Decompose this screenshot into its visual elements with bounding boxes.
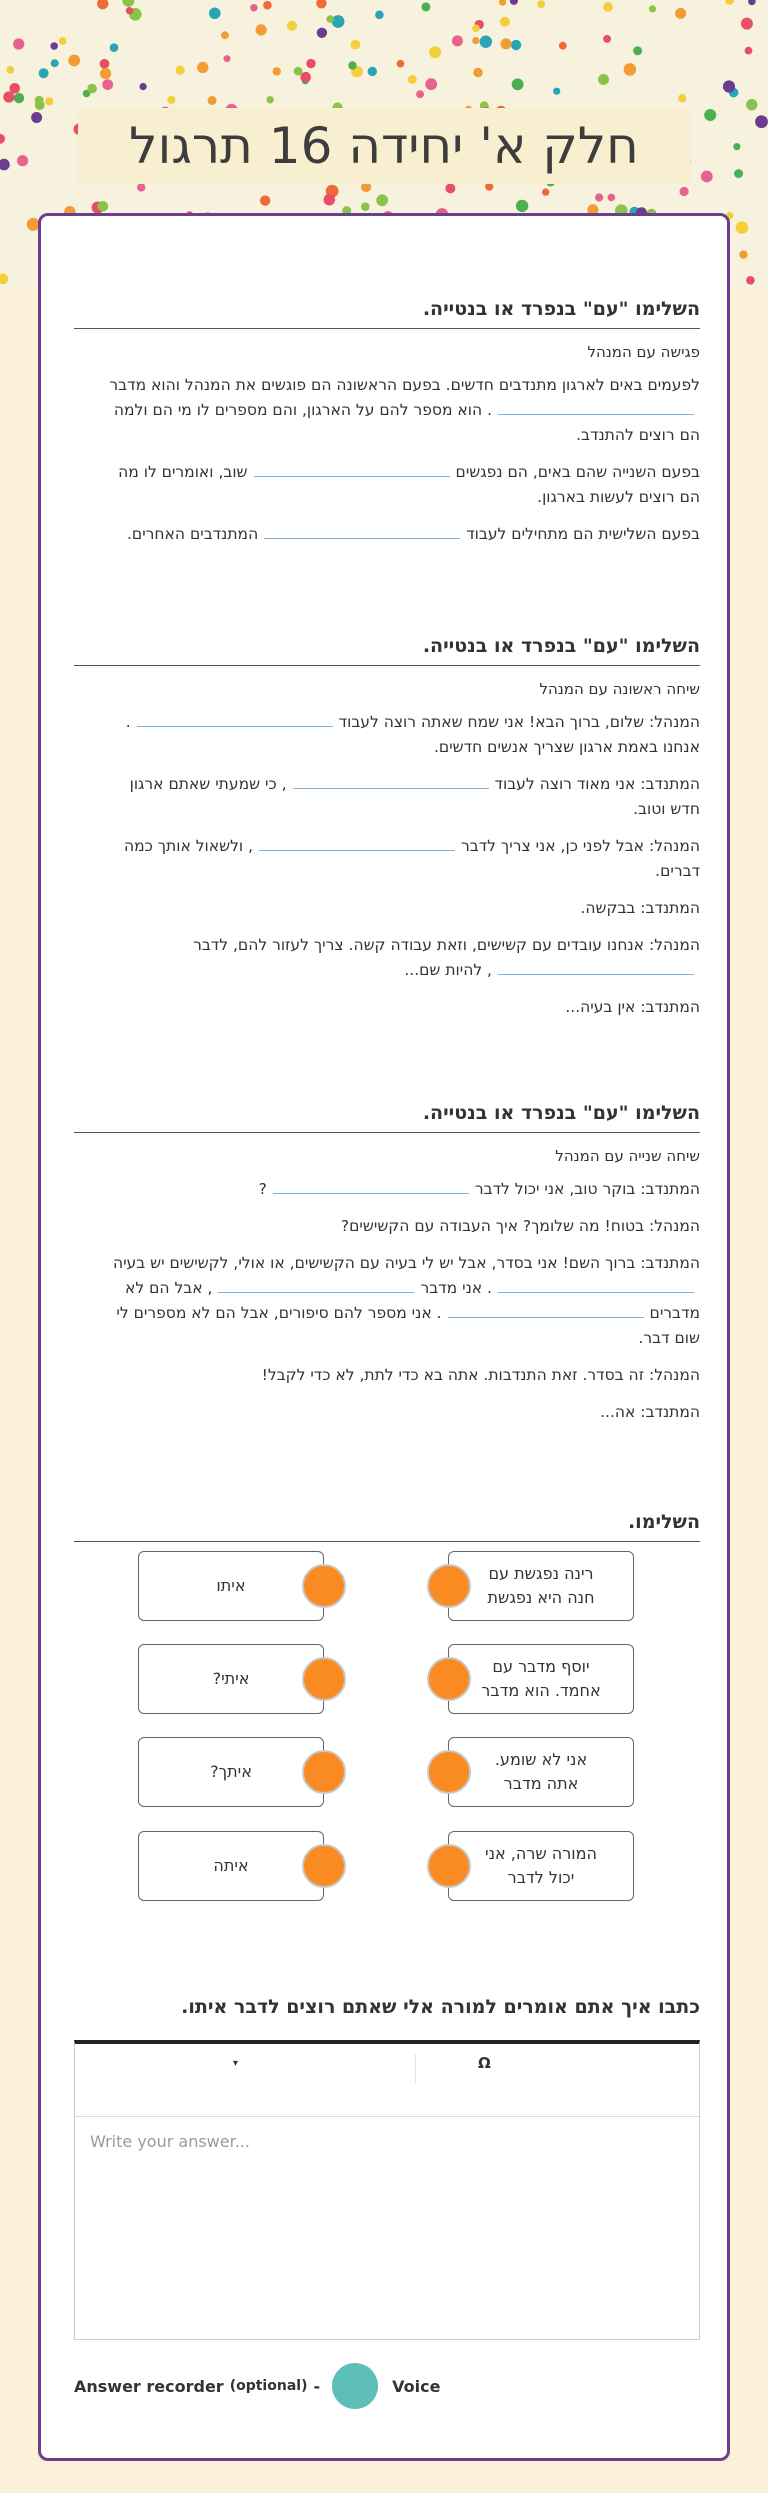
match-connector-dot[interactable] <box>427 1657 471 1701</box>
confetti-dot <box>266 96 273 103</box>
match-item-left[interactable]: איתה <box>138 1831 324 1901</box>
match-connector-dot[interactable] <box>302 1657 346 1701</box>
confetti-dot <box>537 0 545 8</box>
confetti-dot <box>209 8 221 20</box>
text: דברים. <box>655 862 700 880</box>
confetti-dot <box>553 88 560 95</box>
text: , להיות שם... <box>404 961 492 979</box>
match-item-left[interactable]: איתך? <box>138 1737 324 1807</box>
confetti-dot <box>397 60 405 68</box>
special-characters-omega-icon[interactable]: Ω <box>478 2054 491 2072</box>
confetti-dot <box>6 66 14 74</box>
rich-text-editor[interactable] <box>74 2040 700 2340</box>
confetti-dot <box>511 40 521 50</box>
confetti-dot <box>472 25 480 33</box>
confetti-dot <box>300 72 311 83</box>
match-connector-dot[interactable] <box>302 1750 346 1794</box>
confetti-dot <box>100 68 111 79</box>
exercise-3-title: השלימו "עם" בנפרד או בנטייה. <box>74 1102 700 1133</box>
fill-blank[interactable] <box>218 1276 414 1293</box>
text: מדברים <box>649 1304 700 1322</box>
match-item-left[interactable]: איתו <box>138 1551 324 1621</box>
confetti-dot <box>704 109 716 121</box>
text: , ולשאול אותך כמה <box>123 837 254 855</box>
confetti-dot <box>126 7 133 14</box>
confetti-dot <box>368 67 377 76</box>
text: . הוא מספר להם על הארגון, והם מספרים לו מי הם ולמה <box>113 401 492 419</box>
confetti-dot <box>472 37 479 44</box>
confetti-dot <box>45 97 53 105</box>
confetti-dot <box>734 169 743 178</box>
font-dropdown-chevron-down-icon[interactable]: ▾ <box>233 2058 239 2069</box>
text: . אני מספר להם סיפורים, אבל הם לא מספרים לי <box>116 1304 442 1322</box>
confetti-dot <box>221 31 229 39</box>
confetti-dot <box>102 79 113 90</box>
text: המתנדב: אני מאוד רוצה לעבוד <box>494 775 700 793</box>
confetti-dot <box>633 46 642 55</box>
confetti-dot <box>416 90 424 98</box>
confetti-dot <box>675 8 686 19</box>
confetti-dot <box>348 61 356 69</box>
confetti-dot <box>512 78 524 90</box>
dialogue-line <box>74 933 700 983</box>
confetti-dot <box>608 194 616 202</box>
confetti-dot <box>678 94 686 102</box>
exercise-2 <box>74 635 700 1020</box>
recorder-dash: - <box>313 2376 321 2396</box>
match-connector-dot[interactable] <box>427 1750 471 1794</box>
confetti-dot <box>317 28 327 38</box>
text: בפעם השנייה שהם באים, הם נפגשים <box>455 463 700 481</box>
confetti-dot <box>746 276 755 285</box>
fill-blank[interactable] <box>264 522 460 539</box>
worksheet-card <box>38 213 730 2461</box>
confetti-dot <box>250 4 257 11</box>
confetti-dot <box>324 194 336 206</box>
exercise-5-open-answer <box>74 1996 700 2356</box>
confetti-dot <box>287 21 297 31</box>
confetti-dot <box>375 11 384 20</box>
confetti-dot <box>260 195 270 205</box>
fill-blank[interactable] <box>293 772 489 789</box>
confetti-dot <box>598 74 609 85</box>
confetti-dot <box>755 115 768 128</box>
confetti-dot <box>256 24 267 35</box>
fill-blank[interactable] <box>498 398 694 415</box>
confetti-dot <box>3 91 14 102</box>
confetti-dot <box>595 193 603 201</box>
match-connector-dot[interactable] <box>302 1564 346 1608</box>
exercise-4-title: השלימו. <box>74 1511 700 1542</box>
text: שום דבר. <box>638 1329 700 1347</box>
fill-blank[interactable] <box>498 1276 694 1293</box>
exercise-1-paragraph-2 <box>74 460 700 510</box>
confetti-dot <box>137 183 145 191</box>
match-item-right[interactable]: אני לא שומע. אתה מדבר <box>448 1737 634 1807</box>
dialogue-line: המנהל: בטוח! מה שלומך? איך העבודה עם הקשישים? <box>340 1217 700 1235</box>
confetti-dot <box>35 96 44 105</box>
confetti-dot <box>701 171 713 183</box>
confetti-dot <box>110 43 119 52</box>
confetti-dot <box>306 59 315 68</box>
dialogue-line <box>74 710 700 760</box>
match-item-right[interactable]: רינה נפגשת עם חנה היא נפגשת <box>448 1551 634 1621</box>
confetti-dot <box>501 38 512 49</box>
text: הם רוצים להתנדב. <box>576 426 700 444</box>
text: בפעם השלישית הם מתחילים לעבוד <box>466 525 700 543</box>
confetti-dot <box>39 68 49 78</box>
exercise-4-matching <box>74 1511 700 1971</box>
confetti-dot <box>723 80 735 92</box>
confetti-dot <box>31 112 42 123</box>
recorder-label: Answer recorder <box>74 2376 224 2396</box>
match-item-right[interactable]: המורה שרה, אני יכול לדבר <box>448 1831 634 1901</box>
fill-blank[interactable] <box>273 1177 469 1194</box>
dialogue-line <box>74 772 700 822</box>
confetti-dot <box>429 46 441 58</box>
confetti-dot <box>208 96 217 105</box>
voice-record-button[interactable] <box>332 2363 378 2409</box>
exercise-1-subtitle: פגישה עם המנהל <box>587 343 700 361</box>
confetti-dot <box>473 68 483 78</box>
confetti-dot <box>100 59 110 69</box>
confetti-dot <box>273 67 281 75</box>
confetti-dot <box>425 78 437 90</box>
recorder-optional: (optional) <box>229 2378 308 2394</box>
exercise-5-title: כתבו איך אתם אומרים למורה אלי שאתם רוצים לדבר איתו. <box>181 1996 700 2018</box>
match-item-right[interactable]: יוסף מדבר עם אחמד. הוא מדבר <box>448 1644 634 1714</box>
confetti-dot <box>745 47 753 55</box>
exercise-2-subtitle: שיחה ראשונה עם המנהל <box>539 680 700 698</box>
text: המנהל: שלום, ברוך הבא! אני שמח שאתה רוצה לעבוד <box>338 713 700 731</box>
page-title: חלק א' יחידה 16 תרגול <box>78 108 690 184</box>
confetti-dot <box>140 83 147 90</box>
match-item-left[interactable]: איתי? <box>138 1644 324 1714</box>
confetti-dot <box>739 250 747 258</box>
confetti-dot <box>87 84 97 94</box>
answer-recorder <box>74 2362 700 2410</box>
exercise-1-paragraph-3 <box>74 522 700 547</box>
match-connector-dot[interactable] <box>427 1844 471 1888</box>
text: ? <box>258 1180 267 1198</box>
confetti-dot <box>480 36 492 48</box>
confetti-dot <box>263 1 272 10</box>
answer-textarea-placeholder[interactable]: Write your answer... <box>90 2132 250 2151</box>
fill-blank[interactable] <box>137 710 333 727</box>
confetti-dot <box>603 2 613 12</box>
text: המנהל: אבל לפני כן, אני צריך לדבר <box>461 837 700 855</box>
fill-blank[interactable] <box>498 958 694 975</box>
confetti-dot <box>59 37 67 45</box>
confetti-dot <box>452 35 463 46</box>
toolbar-divider <box>415 2054 416 2084</box>
dialogue-line: המנהל: זה בסדר. זאת התנדבות. אתה בא כדי לתת, לא כדי לקבל! <box>261 1366 700 1384</box>
confetti-dot <box>624 63 637 76</box>
dialogue-line <box>74 1177 700 1202</box>
dialogue-line: המתנדב: אין בעיה... <box>565 998 700 1016</box>
text: המנהל: אנחנו עובדים עם קשישים, וזאת עבודה קשה. צריך לעזור להם, לדבר <box>193 936 700 954</box>
confetti-dot <box>741 18 753 30</box>
confetti-dot <box>649 5 656 12</box>
recorder-row <box>74 2362 700 2410</box>
confetti-dot <box>746 99 757 110</box>
dialogue-line: המתנדב: בבקשה. <box>580 899 700 917</box>
confetti-dot <box>68 55 80 67</box>
confetti-dot <box>167 96 175 104</box>
confetti-dot <box>542 188 549 195</box>
confetti-dot <box>516 200 528 212</box>
confetti-dot <box>603 35 611 43</box>
text: המתנדב: בוקר טוב, אני יכול לדבר <box>474 1180 700 1198</box>
confetti-dot <box>559 42 567 50</box>
text: אנחנו באמת ארגון שצריך אנשים חדשים. <box>433 738 700 756</box>
exercise-1-paragraph-1 <box>74 373 700 448</box>
voice-label: Voice <box>392 2376 441 2396</box>
text: , אבל הם לא <box>125 1279 213 1297</box>
match-connector-dot[interactable] <box>427 1564 471 1608</box>
exercise-1 <box>74 298 700 547</box>
dialogue-line: המתנדב: אה... <box>600 1403 700 1421</box>
fill-blank[interactable] <box>259 834 455 851</box>
exercise-3 <box>74 1102 700 1425</box>
confetti-dot <box>197 62 208 73</box>
text: שוב, ואומרים לו מה <box>118 463 248 481</box>
confetti-dot <box>351 40 361 50</box>
confetti-dot <box>13 38 24 49</box>
text: . <box>125 713 131 731</box>
confetti-dot <box>224 55 231 62</box>
text: המתנדבים האחרים. <box>127 525 259 543</box>
dialogue-line <box>74 834 700 884</box>
confetti-dot <box>421 2 430 11</box>
confetti-dot <box>445 183 455 193</box>
confetti-dot <box>376 194 388 206</box>
text: חדש וטוב. <box>633 800 700 818</box>
confetti-dot <box>326 15 334 23</box>
confetti-dot <box>176 66 185 75</box>
confetti-dot <box>51 59 59 67</box>
confetti-dot <box>332 15 345 28</box>
text: הם רוצים לעשות בארגון. <box>537 488 700 506</box>
dialogue-line <box>74 1251 700 1351</box>
text: , כי שמעתי שאתם ארגון <box>129 775 287 793</box>
editor-toolbar <box>75 2044 699 2117</box>
exercise-1-title: השלימו "עם" בנפרד או בנטייה. <box>74 298 700 329</box>
confetti-dot <box>408 75 417 84</box>
match-connector-dot[interactable] <box>302 1844 346 1888</box>
text: . אני מדבר <box>420 1279 492 1297</box>
confetti-dot <box>733 143 740 150</box>
fill-blank[interactable] <box>254 460 450 477</box>
confetti-dot <box>500 17 510 27</box>
confetti-dot <box>98 201 109 212</box>
text: המתנדב: ברוך השם! אני בסדר, אבל יש לי בעיה עם הקשישים, או אולי, לקשישים יש בעיה <box>112 1254 700 1272</box>
confetti-dot <box>17 155 28 166</box>
confetti-dot <box>680 187 689 196</box>
exercise-2-title: השלימו "עם" בנפרד או בנטייה. <box>74 635 700 666</box>
confetti-dot <box>50 42 58 50</box>
confetti-dot <box>14 93 24 103</box>
confetti-dot <box>736 221 749 234</box>
text: לפעמים באים לארגון מתנדבים חדשים. בפעם הראשונה הם פוגשים את המנהל והוא מדבר <box>109 376 700 394</box>
exercise-3-subtitle: שיחה שנייה עם המנהל <box>555 1147 700 1165</box>
confetti-dot <box>361 202 370 211</box>
fill-blank[interactable] <box>448 1301 644 1318</box>
confetti-dot <box>294 67 303 76</box>
